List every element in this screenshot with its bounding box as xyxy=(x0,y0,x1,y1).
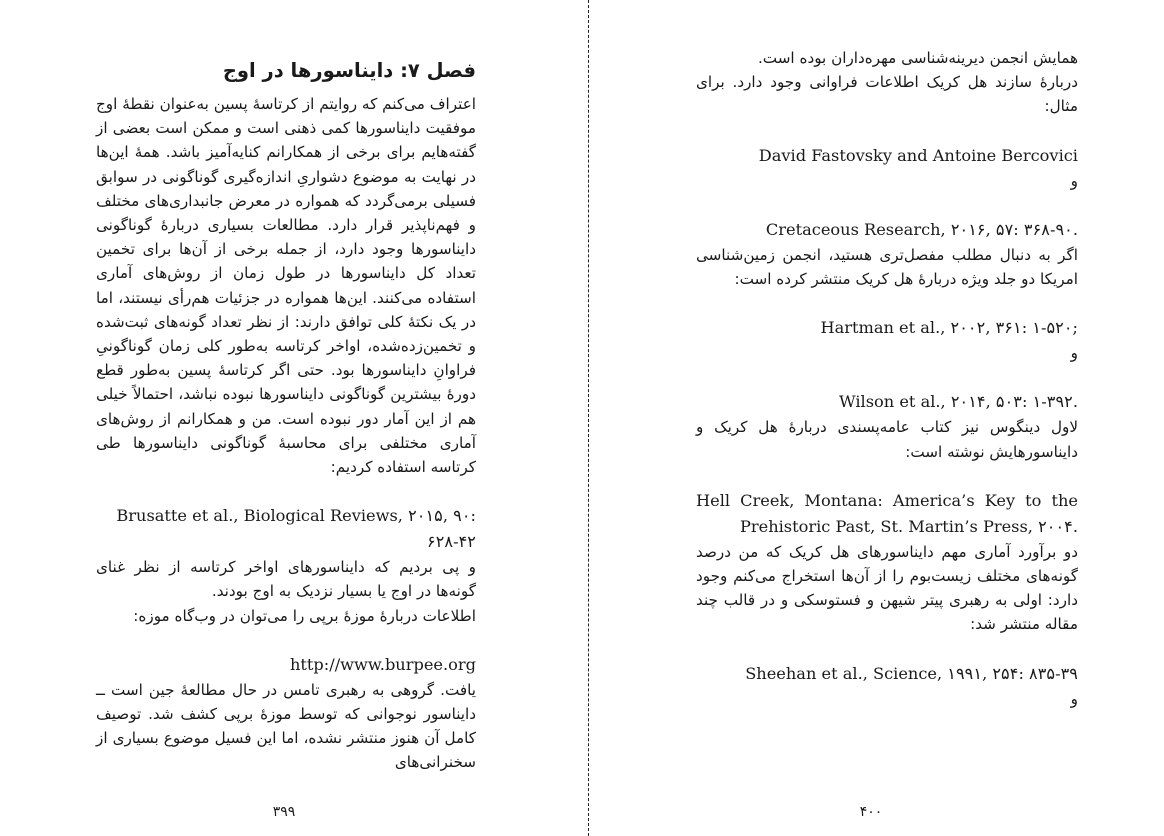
reference-citation: Hell Creek, Montana: America’s Key to the Prehistoric Past, St. Martin’s Press, ۲۰۰۴. xyxy=(696,490,1078,536)
reference-citation: David Fastovsky and Antoine Bercovici xyxy=(758,145,1078,165)
right-text-column xyxy=(696,46,1078,711)
reference-citation: Wilson et al., ۲۰۱۴, ۵۰۳: ۱-۳۹۲. xyxy=(839,392,1078,412)
left-text-column xyxy=(96,56,476,775)
body-paragraph: اعتراف می‌کنم که روایتم از کرتاسهٔ پسین به‌عنوان نقطهٔ اوج موفقیت دایناسورها کمی ذهنی است و ممکن است بعضی از گفته‌هایم برای برخی از همکارانم کنایه‌آمیز باشد. همهٔ این‌ها در نهایت به موضوع دشواریِ اندازه‌گیری گوناگونی در سوابق فسیلی برمی‌گردد که همواره در معرض جانبداری‌های مختلف و فهم‌ناپذیر قرار دارد. مطالعات بسیاری دربارهٔ گوناگونی دایناسورها وجود دارد، از جمله برخی از آن‌ها برای تخمین تعداد کل دایناسورها در طول زمان از روش‌های آماری استفاده می‌کنند. این‌ها همواره در جزئیات هم‌رأی نیستند، اما در یک نکتهٔ کلی توافق دارند: از نظر تعداد گونه‌های ثبت‌شده و تخمین‌زده‌شده، اواخر کرتاسه به‌طور کلی زمان گوناگونیِ فراوانِ دایناسورها بود. حتی اگر کرتاسهٔ پسین به‌طور قطع دورهٔ بیشترین گوناگونی دایناسورها نبوده نباشد، احتمالاً خیلی هم از این آمار دور نبوده است. من و همکارانم از روش‌های آماری مختلفی برای محاسبهٔ گوناگونی دایناسورها طی کرتاسه استفاده کردیم: xyxy=(96,95,476,477)
body-paragraph: لاول دینگوس نیز کتاب عامه‌پسندی دربارهٔ هل کریک و دایناسورهایش نوشته است: xyxy=(696,418,1078,461)
body-paragraph: دو برآورد آماری مهم دایناسورهای هل کریک که من درصد گونه‌های مختلف زیست‌بوم را از آن‌ها استخراج می‌کنم وجود دارد: اولی به رهبری پیتر شیهن و فستوسکی و در قالب چند مقاله منتشر شد: xyxy=(696,542,1078,634)
body-paragraph: و پی بردیم که دایناسورهای اواخر کرتاسه از نظر غنای گونه‌ها در اوج یا بسیار نزدیک به اوج بودند. xyxy=(96,558,476,601)
reference-citation: Sheehan et al., Science, ۱۹۹۱, ۲۵۴: ۸۳۵-۳۹ xyxy=(745,663,1078,683)
reference-citation: Cretaceous Research, ۲۰۱۶, ۵۷: ۳۶۸-۹۰. xyxy=(765,219,1078,239)
body-paragraph: اگر به دنبال مطلب مفصل‌تری هستید، انجمن زمین‌شناسی امریکا دو جلد ویژه دربارهٔ هل کریک منتشر کرده است: xyxy=(696,245,1078,289)
page-number: ۳۹۹ xyxy=(272,804,296,820)
right-page xyxy=(590,0,1164,836)
body-paragraph: همایش انجمن دیرینه‌شناسی مهره‌داران بوده است. xyxy=(757,49,1078,67)
body-paragraph: دربارهٔ سازند هل کریک اطلاعات فراوانی وجود دارد. برای مثال: xyxy=(696,73,1078,116)
conjunction-text: و xyxy=(1070,171,1078,190)
body-paragraph: یافت. گروهی به رهبری تامس در حال مطالعهٔ جین است ــ دایناسور نوجوانی که توسط موزهٔ برپی کشف شد. توصیف کامل آن هنوز منتشر نشده، اما این فسیل موضوع بسیاری از سخنرانی‌های xyxy=(96,680,476,772)
conjunction-text: و xyxy=(1070,344,1078,363)
body-paragraph: اطلاعات دربارهٔ موزهٔ برپی را می‌توان در وب‌گاه موزه: xyxy=(133,606,476,625)
reference-citation: Hartman et al., ۲۰۰۲, ۳۶۱: ۱-۵۲۰; xyxy=(820,318,1078,338)
conjunction-text: و xyxy=(1070,689,1078,708)
chapter-title: فصل ۷: دایناسورها در اوج xyxy=(222,59,476,82)
page-divider xyxy=(588,0,589,836)
museum-url-link[interactable]: http://www.burpee.org xyxy=(290,654,476,674)
page-number: ۴۰۰ xyxy=(859,804,883,820)
reference-citation: Brusatte et al., Biological Reviews, ۲۰۱۵, ۹۰: ۶۲۸-۴۲ xyxy=(116,506,476,552)
